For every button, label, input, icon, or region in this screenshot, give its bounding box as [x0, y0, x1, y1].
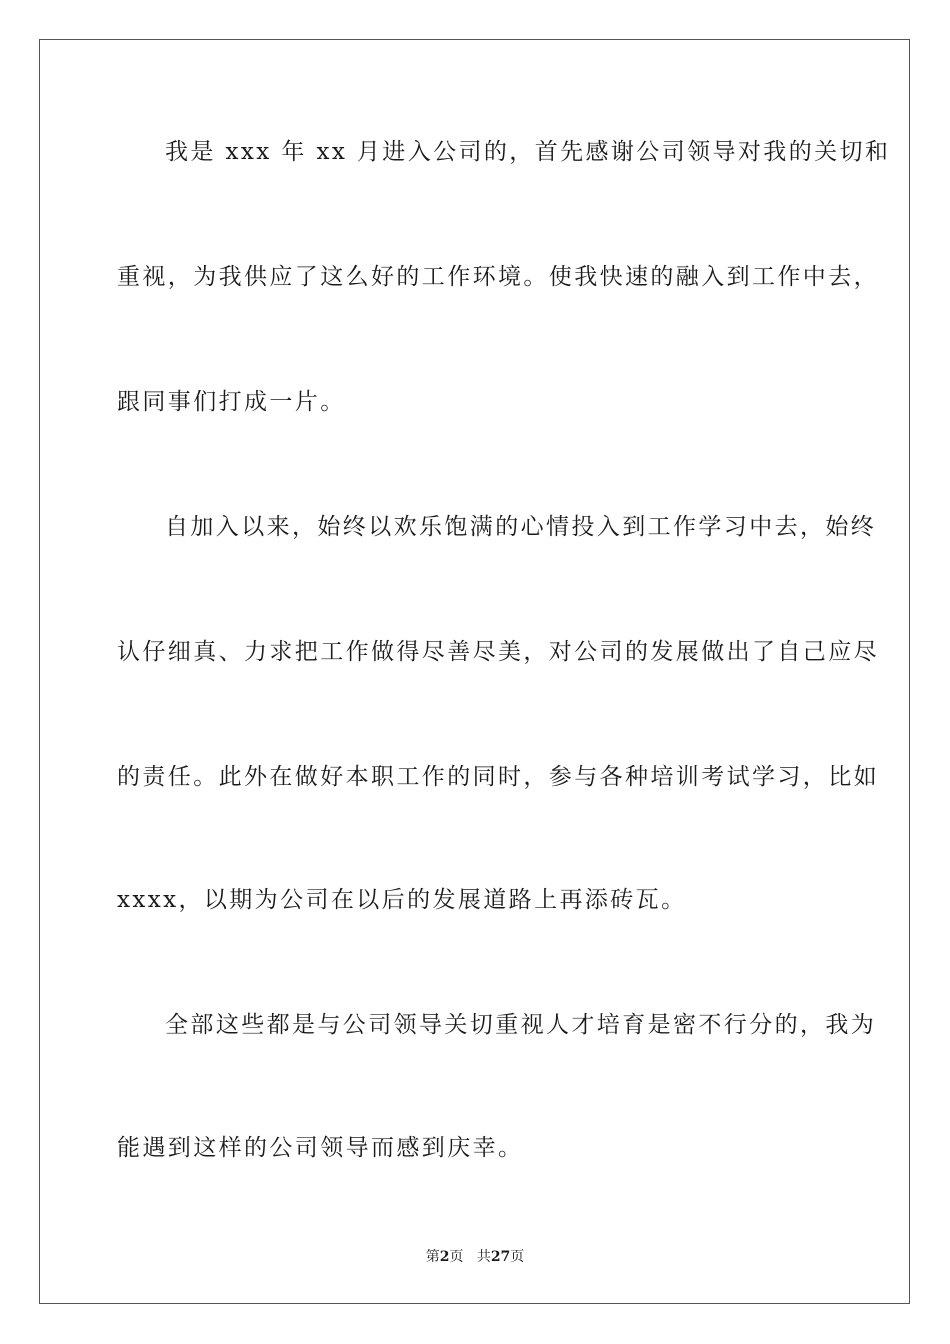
total-pages: 27	[490, 1249, 511, 1265]
text-line: 重视，为我供应了这么好的工作环境。使我快速的融入到工作中去，	[117, 264, 879, 290]
text-line: 跟同事们打成一片。	[117, 389, 346, 415]
text-line: 全部这些都是与公司领导关切重视人才培育是密不行分的，我为	[165, 1012, 877, 1038]
total-prefix: 共	[476, 1249, 491, 1265]
text-line: 能遇到这样的公司领导而感到庆幸。	[117, 1135, 524, 1161]
text-line: 的责任。此外在做好本职工作的同时，参与各种培训考试学习，比如	[117, 764, 879, 790]
page-border	[39, 39, 910, 1304]
text-line: 自加入以来，始终以欢乐饱满的心情投入到工作学习中去，始终	[165, 514, 877, 540]
page-suffix: 页	[449, 1249, 464, 1265]
text-line: 认仔细真、力求把工作做得尽善尽美，对公司的发展做出了自己应尽	[117, 639, 879, 665]
text-line: xxxx，以期为公司在以后的发展道路上再添砖瓦。	[117, 887, 687, 913]
total-suffix: 页	[510, 1249, 525, 1265]
page-prefix: 第	[425, 1249, 440, 1265]
page-footer	[0, 1247, 950, 1267]
text-line: 我是 xxx 年 xx 月进入公司的，首先感谢公司领导对我的关切和	[165, 139, 891, 165]
page-number: 2	[439, 1249, 450, 1265]
